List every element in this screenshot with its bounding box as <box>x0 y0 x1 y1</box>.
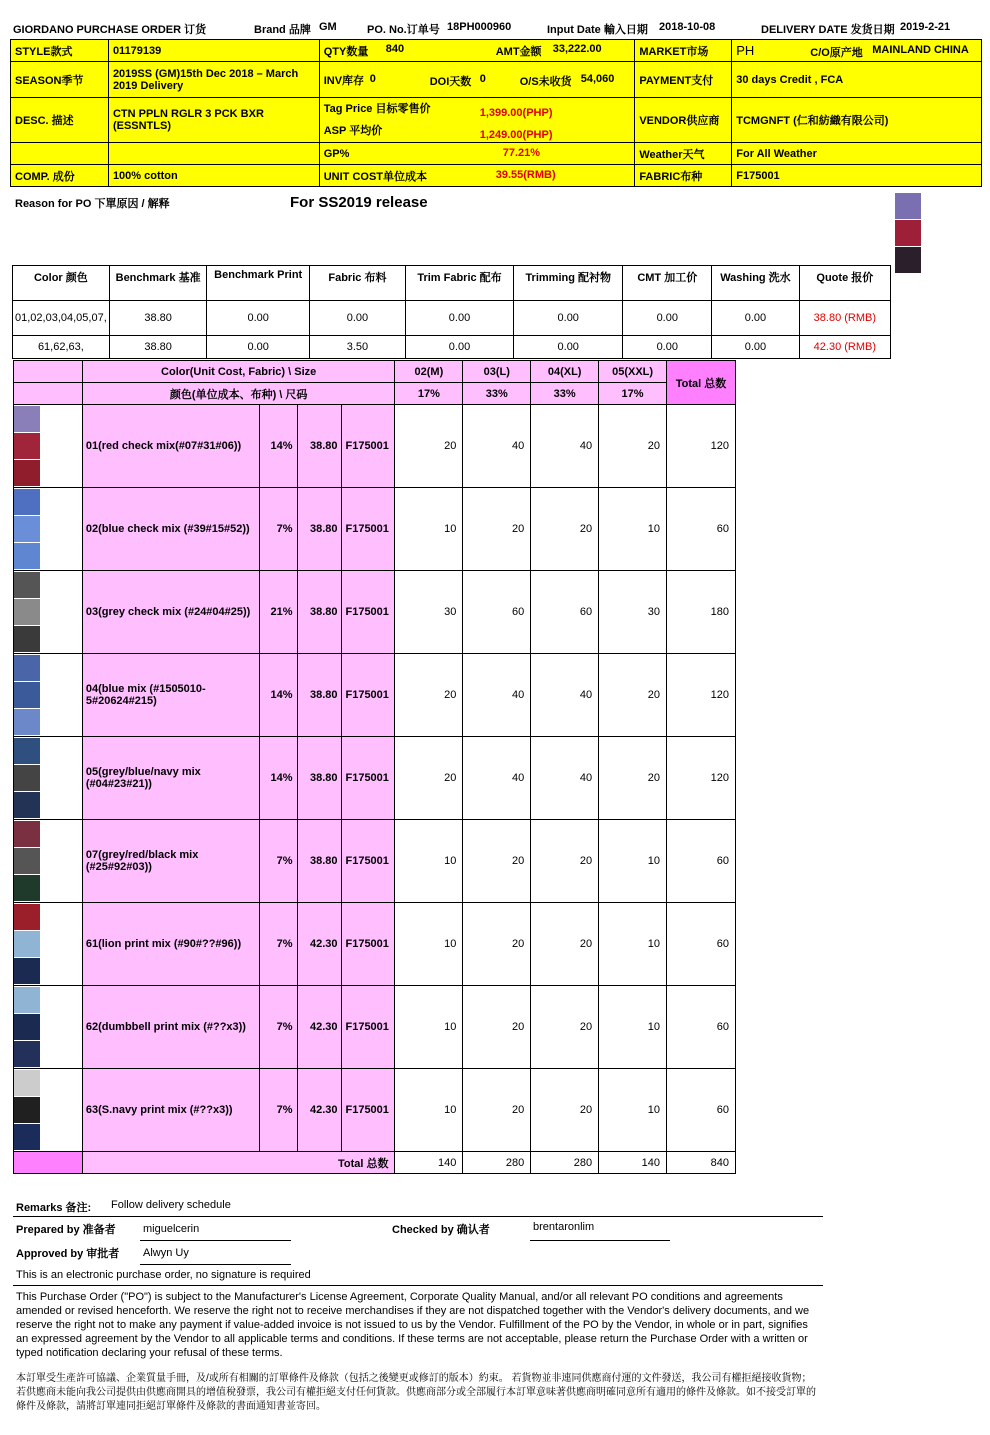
season-value: 2019SS (GM)15th Dec 2018 – March 2019 Delivery <box>108 62 319 98</box>
cost-col-washing: Washing 洗水 <box>712 266 799 301</box>
color-name: 62(dumbbell print mix (#??x3)) <box>82 986 259 1069</box>
tag-price-label: Tag Price 目标零售价 <box>323 103 431 115</box>
qty-cell: 40 <box>463 405 531 488</box>
size-total: 140 <box>599 1152 667 1174</box>
fabric-swatch <box>14 987 40 1013</box>
fabric-code: F175001 <box>342 405 395 488</box>
fabric-code: F175001 <box>342 488 395 571</box>
row-total: 60 <box>667 820 736 903</box>
brand-label: Brand 品牌 <box>254 24 311 36</box>
market-cell <box>732 40 982 62</box>
qty-cell: 20 <box>531 1069 599 1152</box>
cost-cell: 0.00 <box>623 336 712 359</box>
cost-cell: 0.00 <box>514 336 623 359</box>
asp-value: 1,249.00(PHP) <box>479 129 553 141</box>
qty-cell: 40 <box>531 737 599 820</box>
gp-cell <box>319 143 635 165</box>
fabric-label: FABRIC布种 <box>635 165 732 187</box>
fabric-swatch <box>14 738 40 764</box>
os-value: 54,060 <box>580 73 615 85</box>
color-name: 05(grey/blue/navy mix (#04#23#21)) <box>82 737 259 820</box>
checked-label: Checked by 确认者 <box>392 1224 490 1236</box>
row-total: 60 <box>667 986 736 1069</box>
table-row <box>14 654 736 737</box>
order-header-row <box>14 361 736 383</box>
size-total: 280 <box>531 1152 599 1174</box>
fabric-swatch <box>14 626 40 652</box>
swatch-cell <box>14 986 83 1069</box>
style-label: STYLE款式 <box>11 40 109 62</box>
fabric-code: F175001 <box>342 654 395 737</box>
color-pct: 14% <box>259 737 297 820</box>
unit-cost: 38.80 <box>297 737 342 820</box>
qty-cell: 60 <box>531 571 599 654</box>
cost-cell: 0.00 <box>623 301 712 336</box>
fabric-swatch <box>14 460 40 486</box>
fabric-code: F175001 <box>342 820 395 903</box>
size-pct: 33% <box>531 383 599 405</box>
row-total: 120 <box>667 654 736 737</box>
qty-cell: 20 <box>463 986 531 1069</box>
unitcost-value: 39.55(RMB) <box>495 169 556 181</box>
asp-label: ASP 平均价 <box>323 125 383 137</box>
fabric-swatch <box>14 655 40 681</box>
delivery-date-label: DELIVERY DATE 发货日期 <box>761 24 895 36</box>
cost-col-cmt: CMT 加工价 <box>623 266 712 301</box>
color-name: 01(red check mix(#07#31#06)) <box>82 405 259 488</box>
qty-cell: 20 <box>395 405 463 488</box>
fabric-swatch <box>14 489 40 515</box>
row-total: 60 <box>667 488 736 571</box>
unit-cost: 42.30 <box>297 1069 342 1152</box>
gp-label: GP% <box>323 147 350 160</box>
fabric-swatch <box>14 572 40 598</box>
qty-cell: 20 <box>395 654 463 737</box>
qty-label: QTY数量 <box>323 45 369 58</box>
reason-text: For SS2019 release <box>290 194 428 211</box>
color-name: 04(blue mix (#1505010-5#20624#215) <box>82 654 259 737</box>
fabric-code: F175001 <box>342 903 395 986</box>
fabric-swatch <box>14 792 40 818</box>
unit-cost: 42.30 <box>297 986 342 1069</box>
row-total: 120 <box>667 737 736 820</box>
input-date: 2018-10-08 <box>659 21 716 33</box>
color-pct: 7% <box>259 1069 297 1152</box>
remarks-value: Follow delivery schedule <box>111 1199 231 1211</box>
doi-value: 0 <box>479 73 486 85</box>
brand-value: GM <box>319 21 337 33</box>
market-label: MARKET市场 <box>635 40 732 62</box>
order-head-en: Color(Unit Cost, Fabric) \ Size <box>82 361 395 383</box>
qty-cell: 10 <box>599 820 667 903</box>
cost-col-benchmark-print: Benchmark Print <box>207 266 309 301</box>
amt-label: AMT金额 <box>495 46 542 58</box>
comp-label: COMP. 成份 <box>11 165 109 187</box>
qty-cell: 20 <box>531 903 599 986</box>
cost-cell: 0.00 <box>712 301 799 336</box>
cost-cell: 0.00 <box>309 301 405 336</box>
table-row <box>14 737 736 820</box>
qty-cell: 20 <box>531 488 599 571</box>
desc-label: DESC. 描述 <box>11 98 109 143</box>
fabric-swatch <box>14 848 40 874</box>
tag-price-row <box>324 98 631 120</box>
size-header: 02(M) <box>395 361 463 383</box>
fabric-code: F175001 <box>342 571 395 654</box>
qty-value: 840 <box>385 43 405 55</box>
size-pct: 17% <box>395 383 463 405</box>
color-pct: 7% <box>259 903 297 986</box>
approved-value: Alwyn Uy <box>143 1247 189 1259</box>
qty-amt-cell <box>319 40 635 62</box>
qty-cell: 10 <box>599 488 667 571</box>
row-total: 60 <box>667 1069 736 1152</box>
desc-value: CTN PPLN RGLR 3 PCK BXR (ESSNTLS) <box>108 98 319 143</box>
qty-cell: 10 <box>599 986 667 1069</box>
qty-cell: 10 <box>395 488 463 571</box>
inv-label: INV库存 <box>323 74 365 87</box>
table-row <box>14 986 736 1069</box>
qty-cell: 40 <box>463 654 531 737</box>
row-total: 60 <box>667 903 736 986</box>
reason-label: Reason for PO 下單原因 / 解释 <box>15 198 170 210</box>
size-pct: 33% <box>463 383 531 405</box>
fabric-code: F175001 <box>342 1069 395 1152</box>
unit-cost: 42.30 <box>297 903 342 986</box>
color-name: 02(blue check mix (#39#15#52)) <box>82 488 259 571</box>
grand-total-row <box>14 1152 736 1174</box>
comp-value: 100% cotton <box>108 165 319 187</box>
unit-cost: 38.80 <box>297 820 342 903</box>
fabric-swatch <box>14 904 40 930</box>
order-head-cn: 颜色(单位成本、布种) \ 尺码 <box>82 383 395 405</box>
cost-cell: 0.00 <box>514 301 623 336</box>
fabric-swatch <box>14 406 40 432</box>
swatch-cell <box>14 571 83 654</box>
cost-header-row <box>13 266 891 301</box>
signature-line <box>140 1264 291 1265</box>
cost-row <box>13 301 891 336</box>
qty-cell: 10 <box>395 903 463 986</box>
total-header: Total 总数 <box>667 361 736 405</box>
qty-cell: 20 <box>463 1069 531 1152</box>
top-swatch-stack <box>895 192 921 274</box>
qty-cell: 40 <box>531 405 599 488</box>
fabric-swatch <box>14 1097 40 1123</box>
qty-cell: 40 <box>531 654 599 737</box>
electronic-note: This is an electronic purchase order, no signature is required <box>16 1269 311 1281</box>
quote-cell: 38.80 (RMB) <box>799 301 890 336</box>
amt-value: 33,222.00 <box>552 43 602 55</box>
fabric-swatch <box>14 875 40 901</box>
fabric-swatch <box>14 433 40 459</box>
grand-total-value: 840 <box>667 1152 736 1174</box>
row-total: 120 <box>667 405 736 488</box>
color-pct: 14% <box>259 405 297 488</box>
cost-col-benchmark: Benchmark 基准 <box>109 266 207 301</box>
tag-price-value: 1,399.00(PHP) <box>479 107 553 119</box>
unit-cost: 38.80 <box>297 405 342 488</box>
table-row <box>14 488 736 571</box>
fabric-swatch <box>14 682 40 708</box>
cost-cell: 01,02,03,04,05,07, <box>13 301 110 336</box>
swatch-cell <box>14 820 83 903</box>
size-pct: 17% <box>599 383 667 405</box>
size-total: 280 <box>463 1152 531 1174</box>
qty-cell: 10 <box>599 1069 667 1152</box>
unit-cost: 38.80 <box>297 488 342 571</box>
terms-english: This Purchase Order ("PO") is subject to the Manufacturer's License Agreement, Corporate Quality Manual, and/or all relevant PO conditions and agreements amended or revised henceforth. We reserve the right not to receive merchandises if they are not dispatched together with the Vendor's delivery documents, and we reserve the right not to make any payment if value-added invoice is not issued to us by the Vendor. Fulfillment of the PO by the Vendor, in whole or in part, signifies an expressed agreement by the Vendor to all applicable terms and conditions. If these terms are not acceptable, please return the Purchase Order with a written or typed notification declaring your refusal of these terms. <box>16 1291 810 1359</box>
swatch-cell <box>14 1069 83 1152</box>
company-title: GIORDANO PURCHASE ORDER 订货 <box>13 24 207 36</box>
cost-cell: 38.80 <box>109 336 207 359</box>
fabric-swatch <box>14 931 40 957</box>
delivery-date: 2019-2-21 <box>900 21 951 33</box>
table-row <box>14 1069 736 1152</box>
cost-col-trimming: Trimming 配衬物 <box>514 266 623 301</box>
co-label: C/O原产地 <box>810 47 863 59</box>
season-label: SEASON季节 <box>11 62 109 98</box>
fabric-swatch <box>14 958 40 984</box>
style-value: 01179139 <box>108 40 319 62</box>
qty-cell: 10 <box>599 903 667 986</box>
table-row <box>14 820 736 903</box>
checked-value: brentaronlim <box>533 1221 595 1233</box>
swatch-cell <box>14 654 83 737</box>
color-name: 63(S.navy print mix (#??x3)) <box>82 1069 259 1152</box>
table-row <box>14 903 736 986</box>
asp-row <box>324 120 631 142</box>
payment-value: 30 days Credit , FCA <box>732 62 982 98</box>
unitcost-cell <box>319 165 635 187</box>
fabric-swatch <box>14 599 40 625</box>
qty-cell: 10 <box>395 1069 463 1152</box>
qty-cell: 20 <box>599 405 667 488</box>
fabric-swatch <box>895 220 921 246</box>
cost-cell: 0.00 <box>405 301 513 336</box>
qty-cell: 20 <box>599 654 667 737</box>
fabric-swatch <box>14 709 40 735</box>
qty-cell: 40 <box>463 737 531 820</box>
color-pct: 21% <box>259 571 297 654</box>
po-number: 18PH000960 <box>447 21 512 33</box>
color-pct: 7% <box>259 820 297 903</box>
qty-cell: 20 <box>395 737 463 820</box>
fabric-code: F175001 <box>342 986 395 1069</box>
unitcost-label: UNIT COST单位成本 <box>323 170 427 183</box>
cost-cell: 0.00 <box>207 301 309 336</box>
vendor-value: TCMGNFT (仁和紡織有限公司) <box>732 98 982 143</box>
fabric-swatch <box>14 1124 40 1150</box>
fabric-swatch <box>14 765 40 791</box>
divider <box>13 1285 823 1286</box>
qty-cell: 30 <box>395 571 463 654</box>
color-pct: 14% <box>259 654 297 737</box>
cost-cell: 0.00 <box>405 336 513 359</box>
qty-cell: 10 <box>395 820 463 903</box>
qty-cell: 20 <box>531 986 599 1069</box>
cost-breakdown-table <box>12 265 891 359</box>
qty-cell: 20 <box>463 903 531 986</box>
approved-label: Approved by 审批者 <box>16 1248 120 1260</box>
size-total: 140 <box>395 1152 463 1174</box>
cost-col-trim-fabric: Trim Fabric 配布 <box>405 266 513 301</box>
qty-cell: 20 <box>599 737 667 820</box>
remarks-label: Remarks 备注: <box>16 1202 92 1214</box>
os-label: O/S未收货 <box>519 76 572 88</box>
qty-cell: 20 <box>531 820 599 903</box>
qty-cell: 60 <box>463 571 531 654</box>
inv-cell <box>319 62 635 98</box>
color-name: 07(grey/red/black mix (#25#92#03)) <box>82 820 259 903</box>
table-row <box>14 571 736 654</box>
cost-cell: 3.50 <box>309 336 405 359</box>
size-header: 03(L) <box>463 361 531 383</box>
payment-label: PAYMENT支付 <box>635 62 732 98</box>
fabric-swatch <box>14 1014 40 1040</box>
color-name: 61(lion print mix (#90#??#96)) <box>82 903 259 986</box>
table-row <box>14 405 736 488</box>
order-subheader-row <box>14 383 736 405</box>
po-label: PO. No.订单号 <box>367 24 440 36</box>
size-header: 04(XL) <box>531 361 599 383</box>
fabric-code: F175001 <box>342 737 395 820</box>
color-pct: 7% <box>259 986 297 1069</box>
fabric-swatch <box>14 543 40 569</box>
order-quantity-table <box>13 360 736 1174</box>
weather-value: For All Weather <box>732 143 982 165</box>
inv-value: 0 <box>369 73 376 85</box>
swatch-cell <box>14 405 83 488</box>
cost-col-fabric: Fabric 布料 <box>309 266 405 301</box>
weather-label: Weather天气 <box>635 143 732 165</box>
cost-cell: 38.80 <box>109 301 207 336</box>
divider <box>13 1216 823 1217</box>
fabric-swatch <box>895 193 921 219</box>
fabric-swatch <box>895 247 921 273</box>
unit-cost: 38.80 <box>297 571 342 654</box>
input-date-label: Input Date 輸入日期 <box>547 24 648 36</box>
terms-chinese: 本訂單受生產許可協議、企業質量手冊，及/或所有相關的訂單條件及條款（包括之後變更或修訂的版本）約束。 若貨物並非連同供應商付運的文件發送，我公司有權拒絕接收貨物；若供應商未能向我公司提供由供應商開具的增值稅發票，我公司有權拒絕支付任何貨款。供應商部分或全部履行本訂單意味著供應商明確同意所有適用的條件及條款。如不接受訂單的條件及條款，請將訂單連同拒絕訂單條件及條款的書面通知書並寄回。 <box>16 1373 816 1412</box>
cost-col-quote: Quote 报价 <box>799 266 890 301</box>
color-pct: 7% <box>259 488 297 571</box>
signature-line <box>530 1240 670 1241</box>
cost-cell: 0.00 <box>712 336 799 359</box>
signature-line <box>140 1240 291 1241</box>
co-value: MAINLAND CHINA <box>872 44 969 56</box>
market-value: PH <box>736 43 755 58</box>
grand-total-label: Total 总数 <box>82 1152 395 1174</box>
qty-cell: 20 <box>463 820 531 903</box>
vendor-label: VENDOR供应商 <box>635 98 732 143</box>
po-header-table <box>10 39 982 187</box>
fabric-swatch <box>14 516 40 542</box>
row-total: 180 <box>667 571 736 654</box>
swatch-cell <box>14 903 83 986</box>
swatch-cell <box>14 737 83 820</box>
doi-label: DOI天数 <box>429 76 472 88</box>
prepared-label: Prepared by 准备者 <box>16 1224 116 1236</box>
gp-value: 77.21% <box>502 147 541 159</box>
qty-cell: 10 <box>395 986 463 1069</box>
qty-cell: 30 <box>599 571 667 654</box>
fabric-swatch <box>14 1070 40 1096</box>
cost-cell: 61,62,63, <box>13 336 110 359</box>
prepared-value: miguelcerin <box>143 1223 200 1235</box>
fabric-swatch <box>14 821 40 847</box>
cost-cell: 0.00 <box>207 336 309 359</box>
cost-col-color: Color 颜色 <box>13 266 110 301</box>
qty-cell: 20 <box>463 488 531 571</box>
fabric-value: F175001 <box>732 165 982 187</box>
fabric-swatch <box>14 1041 40 1067</box>
size-header: 05(XXL) <box>599 361 667 383</box>
unit-cost: 38.80 <box>297 654 342 737</box>
swatch-cell <box>14 488 83 571</box>
color-name: 03(grey check mix (#24#04#25)) <box>82 571 259 654</box>
price-cell <box>319 98 635 143</box>
cost-row <box>13 336 891 359</box>
quote-cell: 42.30 (RMB) <box>799 336 890 359</box>
